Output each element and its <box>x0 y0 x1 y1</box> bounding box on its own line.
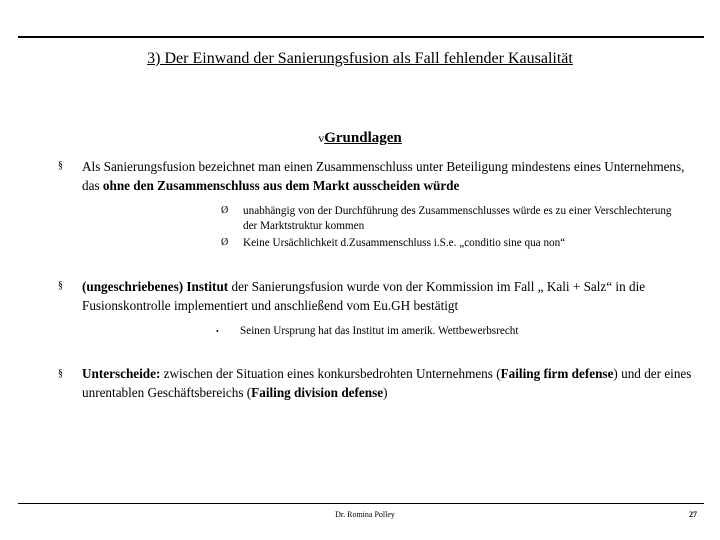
page-number: 27 <box>689 510 697 519</box>
sub-point-origin: Seinen Ursprung hat das Institut im amerik. Wettbewerbsrecht <box>240 325 519 337</box>
slide-title: 3) Der Einwand der Sanierungsfusion als Fall fehlender Kausalität <box>147 50 573 67</box>
paragraph-bold: (ungeschriebenes) Institut <box>82 279 229 294</box>
section-bullet-icon: § <box>58 160 63 171</box>
paragraph-definition <box>82 157 692 195</box>
section-heading <box>0 130 720 147</box>
paragraph-bold: Failing division defense <box>251 385 384 400</box>
paragraph-text: Als Sanierungsfusion bezeichnet man einen Zusammenschluss unter Beteiligung mindestens eines Unternehmens, das <box>82 159 685 193</box>
arrow-bullet-icon: Ø <box>221 237 229 248</box>
diamond-bullet-icon: v <box>318 131 325 145</box>
sub-point-causality: Keine Ursächlichkeit d.Zusammenschluss i.S.e. „conditio sine qua non“ <box>243 237 566 249</box>
paragraph-bold: Unterscheide: <box>82 366 161 381</box>
paragraph-distinction <box>82 364 692 402</box>
paragraph-text: zwischen der Situation eines konkursbedrohten Unternehmens ( <box>160 366 501 381</box>
top-rule <box>18 36 704 38</box>
footer-author: Dr. Romina Polley <box>335 510 395 519</box>
paragraph-bold: Failing firm defense <box>500 366 614 381</box>
section-bullet-icon: § <box>58 280 63 291</box>
section-bullet-icon: § <box>58 368 63 379</box>
arrow-bullet-icon: Ø <box>221 205 229 216</box>
bottom-rule <box>18 503 704 504</box>
paragraph-bold: ohne den Zusammenschluss aus dem Markt ausscheiden würde <box>102 178 460 193</box>
heading-label: Grundlagen <box>324 130 402 146</box>
paragraph-text: ) und der eines unrentablen Geschäftsbereichs ( <box>82 366 692 400</box>
dot-bullet-icon: • <box>216 327 219 336</box>
paragraph-institut <box>82 277 692 315</box>
paragraph-text: der Sanierungsfusion wurde von der Kommission im Fall „ Kali + Salz“ in die Fusionskontrolle implementiert und anschließend vom Eu.GH bestätigt <box>82 279 646 313</box>
sub-point-structure: unabhängig von der Durchführung des Zusammenschlusses würde es zu einer Verschlechterung der Marktstruktur kommen <box>243 205 672 232</box>
paragraph-text: ) <box>383 385 388 400</box>
